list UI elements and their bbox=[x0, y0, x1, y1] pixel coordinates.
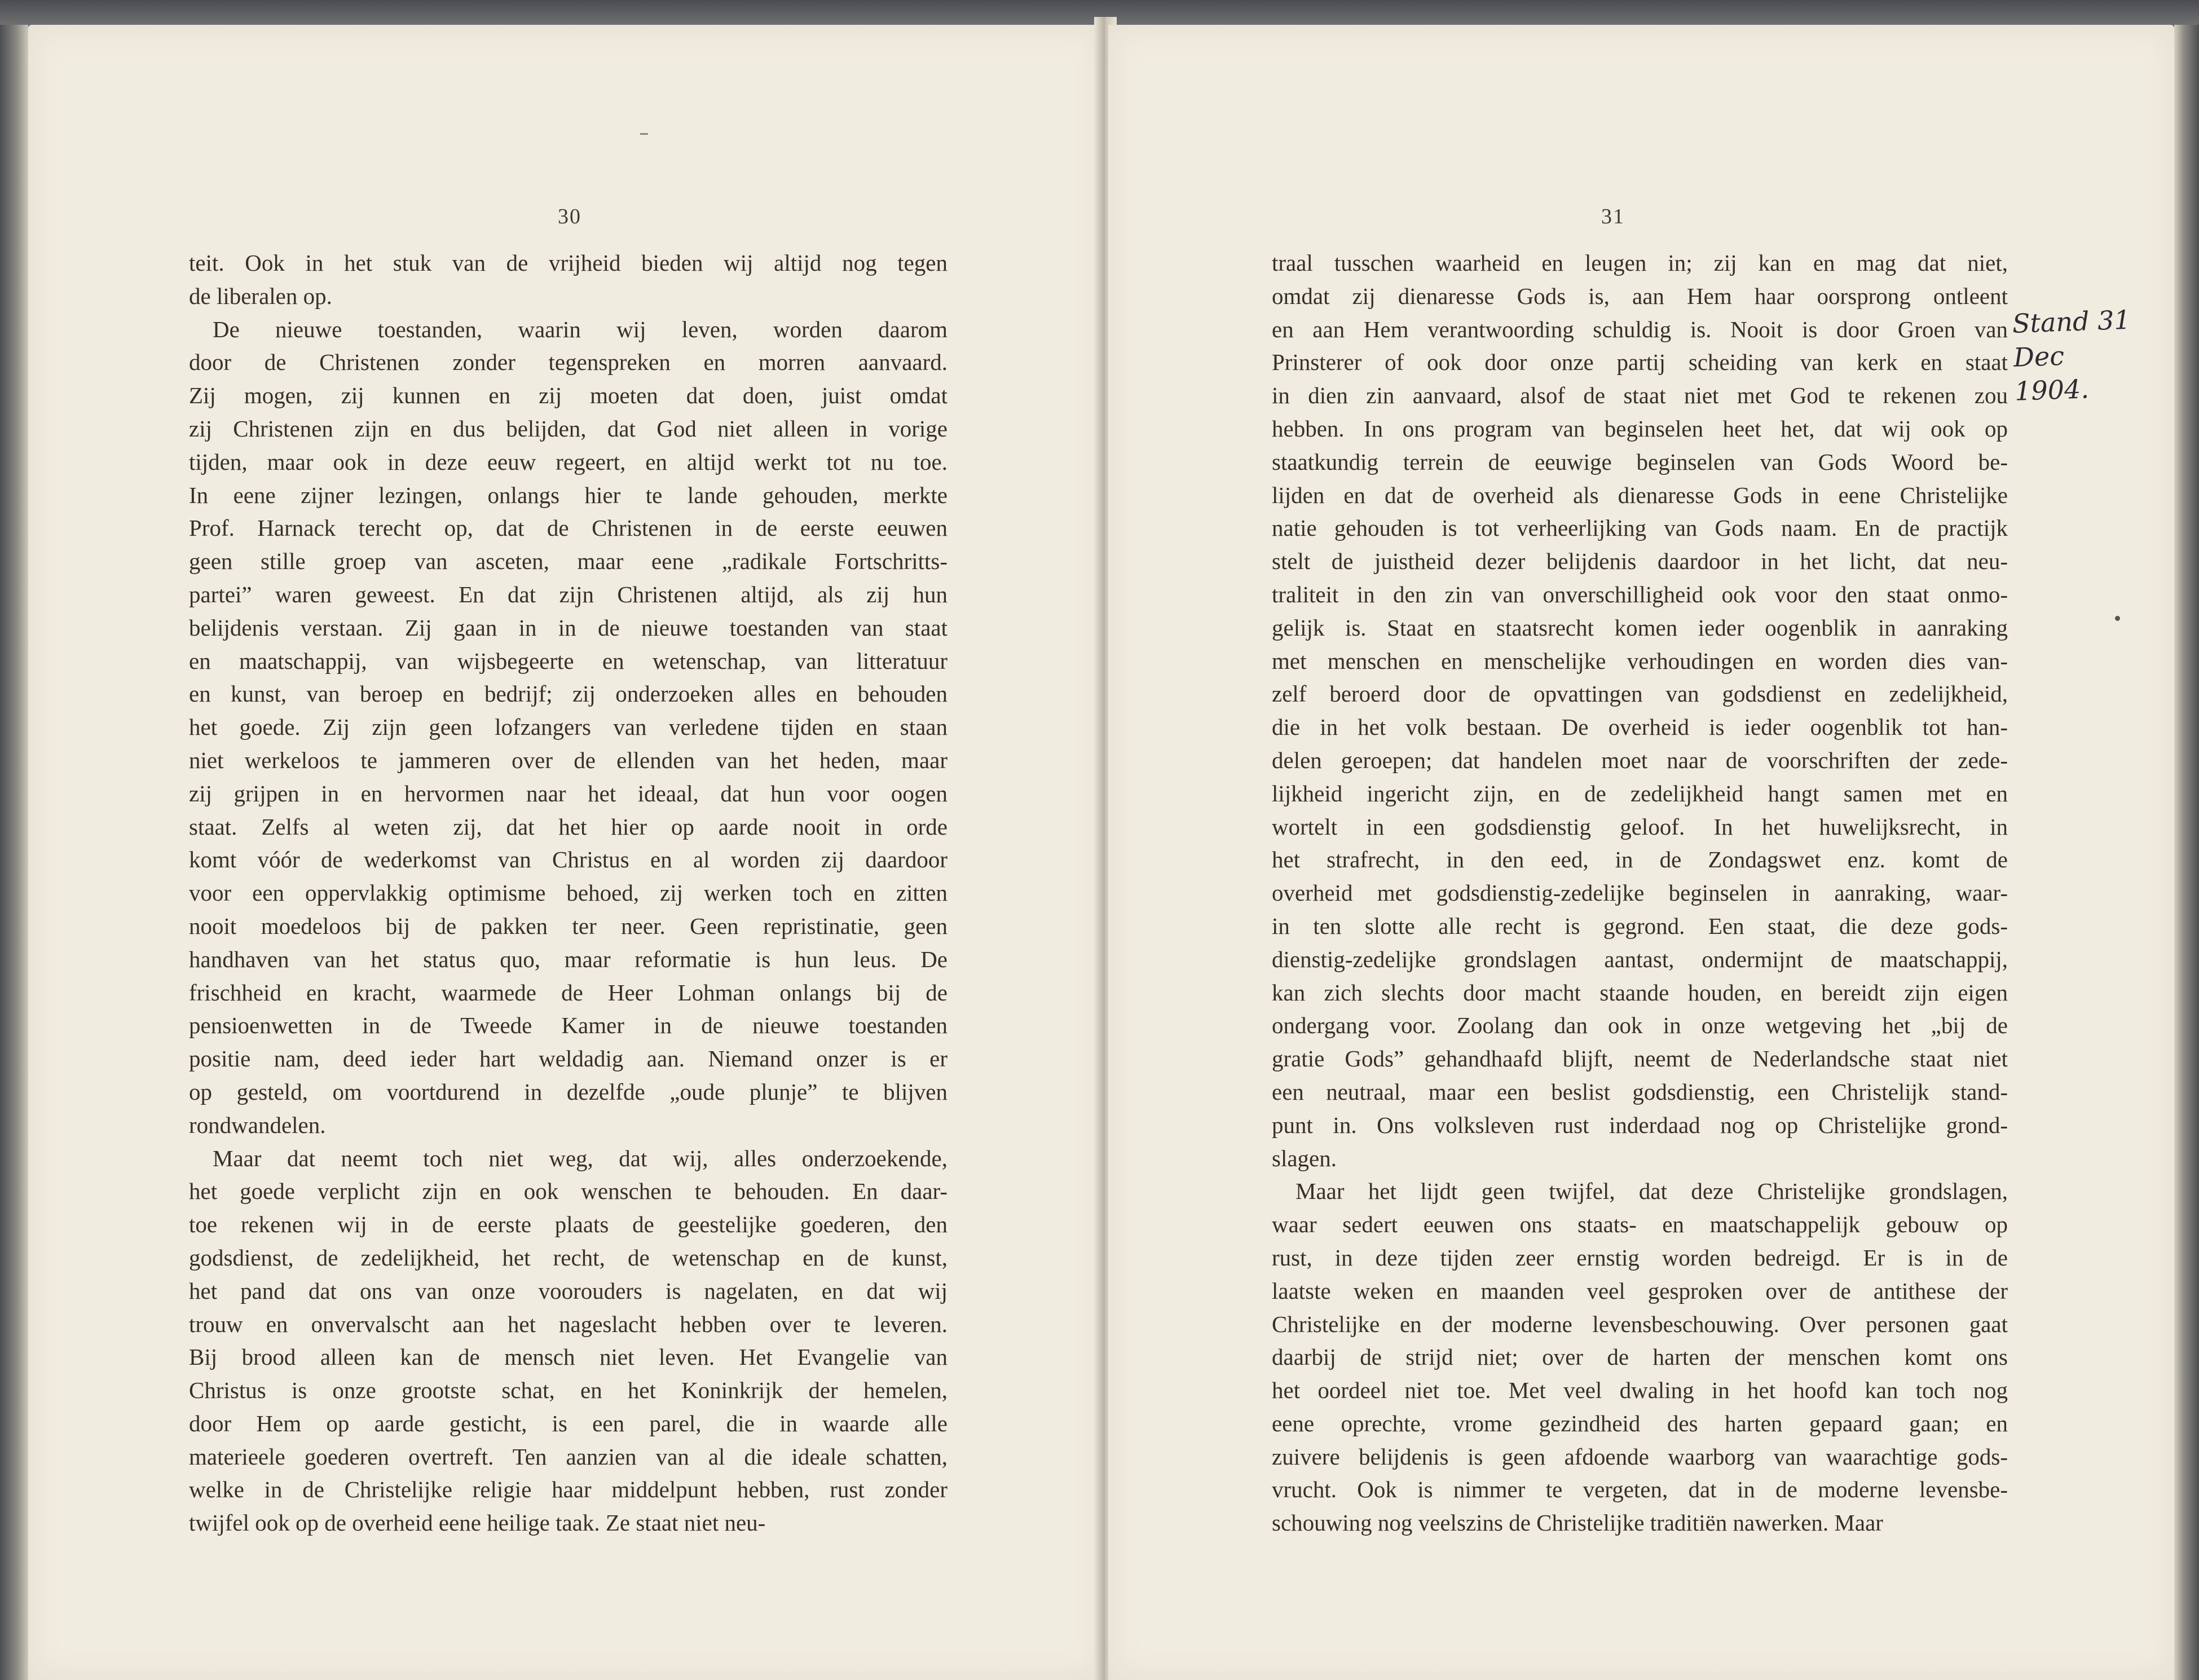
text-line: Bij brood alleen kan de mensch niet leven. Het Evangelie van bbox=[189, 1344, 948, 1370]
text-line: in ten slotte alle recht is gegrond. Een staat, die deze gods- bbox=[1272, 912, 2008, 939]
page-number: 30 bbox=[558, 205, 581, 228]
left-page bbox=[28, 25, 1103, 1680]
text-line: kan zich slechts door macht staande houden, en bereidt zijn eigen bbox=[1272, 979, 2008, 1006]
text-line: in dien zin aanvaard, alsof de staat niet met God te rekenen zou bbox=[1272, 382, 2008, 409]
text-line: op gesteld, om voortdurend in dezelfde „oude plunje” te blijven bbox=[189, 1078, 948, 1105]
text-line: tijden, maar ook in deze eeuw regeert, en altijd werkt tot nu toe. bbox=[189, 448, 948, 475]
page-body-text bbox=[189, 246, 948, 1540]
text-line: en aan Hem verantwoording schuldig is. Nooit is door Groen van bbox=[1272, 316, 2008, 342]
page-body-text bbox=[1272, 246, 2008, 1540]
text-line: belijdenis verstaan. Zij gaan in in de nieuwe toestanden van staat bbox=[189, 614, 948, 641]
text-line: punt in. Ons volksleven rust inderdaad nog op Christelijke grond- bbox=[1272, 1112, 2008, 1138]
printer-mark bbox=[640, 133, 648, 135]
text-line: en maatschappij, van wijsbegeerte en wetenschap, van litteratuur bbox=[189, 647, 948, 674]
text-line: door de Christenen zonder tegenspreken en morren aanvaard. bbox=[189, 349, 948, 376]
text-line: hebben. In ons program van beginselen heet het, dat wij ook op bbox=[1272, 415, 2008, 442]
text-line: Maar dat neemt toch niet weg, dat wij, alles onderzoekende, bbox=[213, 1145, 948, 1171]
text-line: welke in de Christelijke religie haar middelpunt hebben, rust zonder bbox=[189, 1476, 948, 1503]
text-line: het strafrecht, in den eed, in de Zondagswet enz. komt de bbox=[1272, 846, 2008, 873]
text-line: met menschen en menschelijke verhoudingen en worden dies van- bbox=[1272, 647, 2008, 674]
text-line: gratie Gods” gehandhaafd blijft, neemt de Nederlandsche staat niet bbox=[1272, 1046, 2008, 1072]
text-line: laatste weken en maanden veel gesproken over de antithese der bbox=[1272, 1277, 2008, 1304]
text-line: frischheid en kracht, waarmede de Heer Lohman onlangs bij de bbox=[189, 979, 948, 1006]
text-line: ondergang voor. Zoolang dan ook in onze wetgeving het „bij de bbox=[1272, 1012, 2008, 1039]
text-line: geen stille groep van asceten, maar eene „radikale Fortschritts- bbox=[189, 548, 948, 575]
text-line: het goede. Zij zijn geen lofzangers van verledene tijden en staan bbox=[189, 714, 948, 740]
text-line: lijkheid ingericht zijn, en de zedelijkheid hangt samen met en bbox=[1272, 780, 2008, 806]
text-line: teit. Ook in het stuk van de vrijheid bieden wij altijd nog tegen bbox=[189, 250, 948, 276]
text-line: omdat zij dienaresse Gods is, aan Hem haar oorsprong ontleent bbox=[1272, 283, 2008, 309]
text-line: Zij mogen, zij kunnen en zij moeten dat doen, juist omdat bbox=[189, 382, 948, 409]
text-line: partei” waren geweest. En dat zijn Christenen altijd, als zij hun bbox=[189, 581, 948, 607]
text-line: rondwandelen. bbox=[189, 1112, 326, 1138]
text-line: stelt de juistheid dezer belijdenis daardoor in het licht, dat neu- bbox=[1272, 548, 2008, 575]
text-line: lijden en dat de overheid als dienaresse Gods in eene Christelijke bbox=[1272, 482, 2008, 508]
text-line: niet werkeloos te jammeren over de ellenden van het heden, maar bbox=[189, 747, 948, 773]
text-line: In eene zijner lezingen, onlangs hier te lande gehouden, merkte bbox=[189, 482, 948, 508]
text-line: rust, in deze tijden zeer ernstig worden bedreigd. Er is in de bbox=[1272, 1244, 2008, 1271]
handwritten-margin-note bbox=[2012, 301, 2176, 408]
margin-note-line: Stand 31 Dec bbox=[2012, 304, 2131, 373]
text-line: traliteit in den zin van onverschilligheid ook voor den staat onmo- bbox=[1272, 581, 2008, 607]
margin-note-line: 1904. bbox=[2014, 373, 2090, 407]
text-line: slagen. bbox=[1272, 1145, 1337, 1171]
text-line: het oordeel niet toe. Met veel dwaling in het hoofd kan toch nog bbox=[1272, 1377, 2008, 1404]
text-line: daarbij de strijd niet; over de harten der menschen komt ons bbox=[1272, 1344, 2008, 1370]
text-line: dienstig-zedelijke grondslagen aantast, ondermijnt de maatschappij, bbox=[1272, 946, 2008, 972]
text-line: De nieuwe toestanden, waarin wij leven, worden daarom bbox=[213, 316, 948, 342]
text-line: Christus is onze grootste schat, en het Koninkrijk der hemelen, bbox=[189, 1377, 948, 1404]
text-line: staatkundig terrein de eeuwige beginselen van Gods Woord be- bbox=[1272, 448, 2008, 475]
text-line: gelijk is. Staat en staatsrecht komen ieder oogenblik in aanraking bbox=[1272, 614, 2008, 641]
left-page-edge bbox=[0, 25, 28, 1680]
text-line: pensioenwetten in de Tweede Kamer in de nieuwe toestanden bbox=[189, 1012, 948, 1039]
text-line: traal tusschen waarheid en leugen in; zij kan en mag dat niet, bbox=[1272, 250, 2008, 276]
text-line: zij Christenen zijn en dus belijden, dat God niet alleen in vorige bbox=[189, 415, 948, 442]
text-line: wortelt in een godsdienstig geloof. In het huwelijksrecht, in bbox=[1272, 813, 2008, 840]
text-line: godsdienst, de zedelijkheid, het recht, de wetenschap en de kunst, bbox=[189, 1244, 948, 1271]
text-line: en kunst, van beroep en bedrijf; zij onderzoeken alles en behouden bbox=[189, 681, 948, 707]
ink-dot bbox=[2115, 616, 2120, 621]
right-page bbox=[1108, 25, 2174, 1680]
text-line: een neutraal, maar een beslist godsdienstig, een Christelijk stand- bbox=[1272, 1078, 2008, 1105]
text-line: natie gehouden is tot verheerlijking van Gods naam. En de practijk bbox=[1272, 515, 2008, 541]
text-line: waar sedert eeuwen ons staats- en maatschappelijk gebouw op bbox=[1272, 1211, 2008, 1238]
text-line: handhaven van het status quo, maar reformatie is hun leus. De bbox=[189, 946, 948, 972]
text-line: Christelijke en der moderne levensbeschouwing. Over personen gaat bbox=[1272, 1311, 2008, 1337]
text-line: staat. Zelfs al weten zij, dat het hier op aarde nooit in orde bbox=[189, 813, 948, 840]
text-line: nooit moedeloos bij de pakken ter neer. Geen repristinatie, geen bbox=[189, 912, 948, 939]
text-line: positie nam, deed ieder hart weldadig aan. Niemand onzer is er bbox=[189, 1046, 948, 1072]
text-line: Maar het lijdt geen twijfel, dat deze Christelijke grondslagen, bbox=[1295, 1178, 2008, 1205]
text-line: materieele goederen overtreft. Ten aanzien van al die ideale schatten, bbox=[189, 1443, 948, 1470]
text-line: overheid met godsdienstig-zedelijke beginselen in aanraking, waar- bbox=[1272, 880, 2008, 906]
text-line: de liberalen op. bbox=[189, 283, 332, 309]
text-line: toe rekenen wij in de eerste plaats de geestelijke goederen, den bbox=[189, 1211, 948, 1238]
text-line: trouw en onvervalscht aan het nageslacht hebben over te leveren. bbox=[189, 1311, 948, 1337]
text-line: door Hem op aarde gesticht, is een parel, die in waarde alle bbox=[189, 1410, 948, 1436]
text-line: het pand dat ons van onze voorouders is nagelaten, en dat wij bbox=[189, 1277, 948, 1304]
text-line: die in het volk bestaan. De overheid is ieder oogenblik tot han- bbox=[1272, 714, 2008, 740]
page-number: 31 bbox=[1601, 205, 1625, 228]
text-line: Prof. Harnack terecht op, dat de Christenen in de eerste eeuwen bbox=[189, 515, 948, 541]
text-line: voor een oppervlakkig optimisme behoed, zij werken toch en zitten bbox=[189, 880, 948, 906]
text-line: zij grijpen in en hervormen naar het ideaal, dat hun voor oogen bbox=[189, 780, 948, 806]
text-line: zuivere belijdenis is geen afdoende waarborg van waarachtige gods- bbox=[1272, 1443, 2008, 1470]
text-line: Prinsterer of ook door onze partij scheiding van kerk en staat bbox=[1272, 349, 2008, 376]
text-line: eene oprechte, vrome gezindheid des harten gepaard gaan; en bbox=[1272, 1410, 2008, 1436]
text-line: schouwing nog veelszins de Christelijke traditiën nawerken. Maar bbox=[1272, 1510, 1883, 1536]
text-line: delen geroepen; dat handelen moet naar de voorschriften der zede- bbox=[1272, 747, 2008, 773]
text-line: het goede verplicht zijn en ook wenschen te behouden. En daar- bbox=[189, 1178, 948, 1205]
text-line: vrucht. Ook is nimmer te vergeten, dat in de moderne levensbe- bbox=[1272, 1476, 2008, 1503]
text-line: twijfel ook op de overheid eene heilige taak. Ze staat niet neu- bbox=[189, 1510, 766, 1536]
text-line: zelf beroerd door de opvattingen van godsdienst en zedelijkheid, bbox=[1272, 681, 2008, 707]
right-page-edge bbox=[2174, 25, 2199, 1680]
text-line: komt vóór de wederkomst van Christus en al worden zij daardoor bbox=[189, 846, 948, 873]
